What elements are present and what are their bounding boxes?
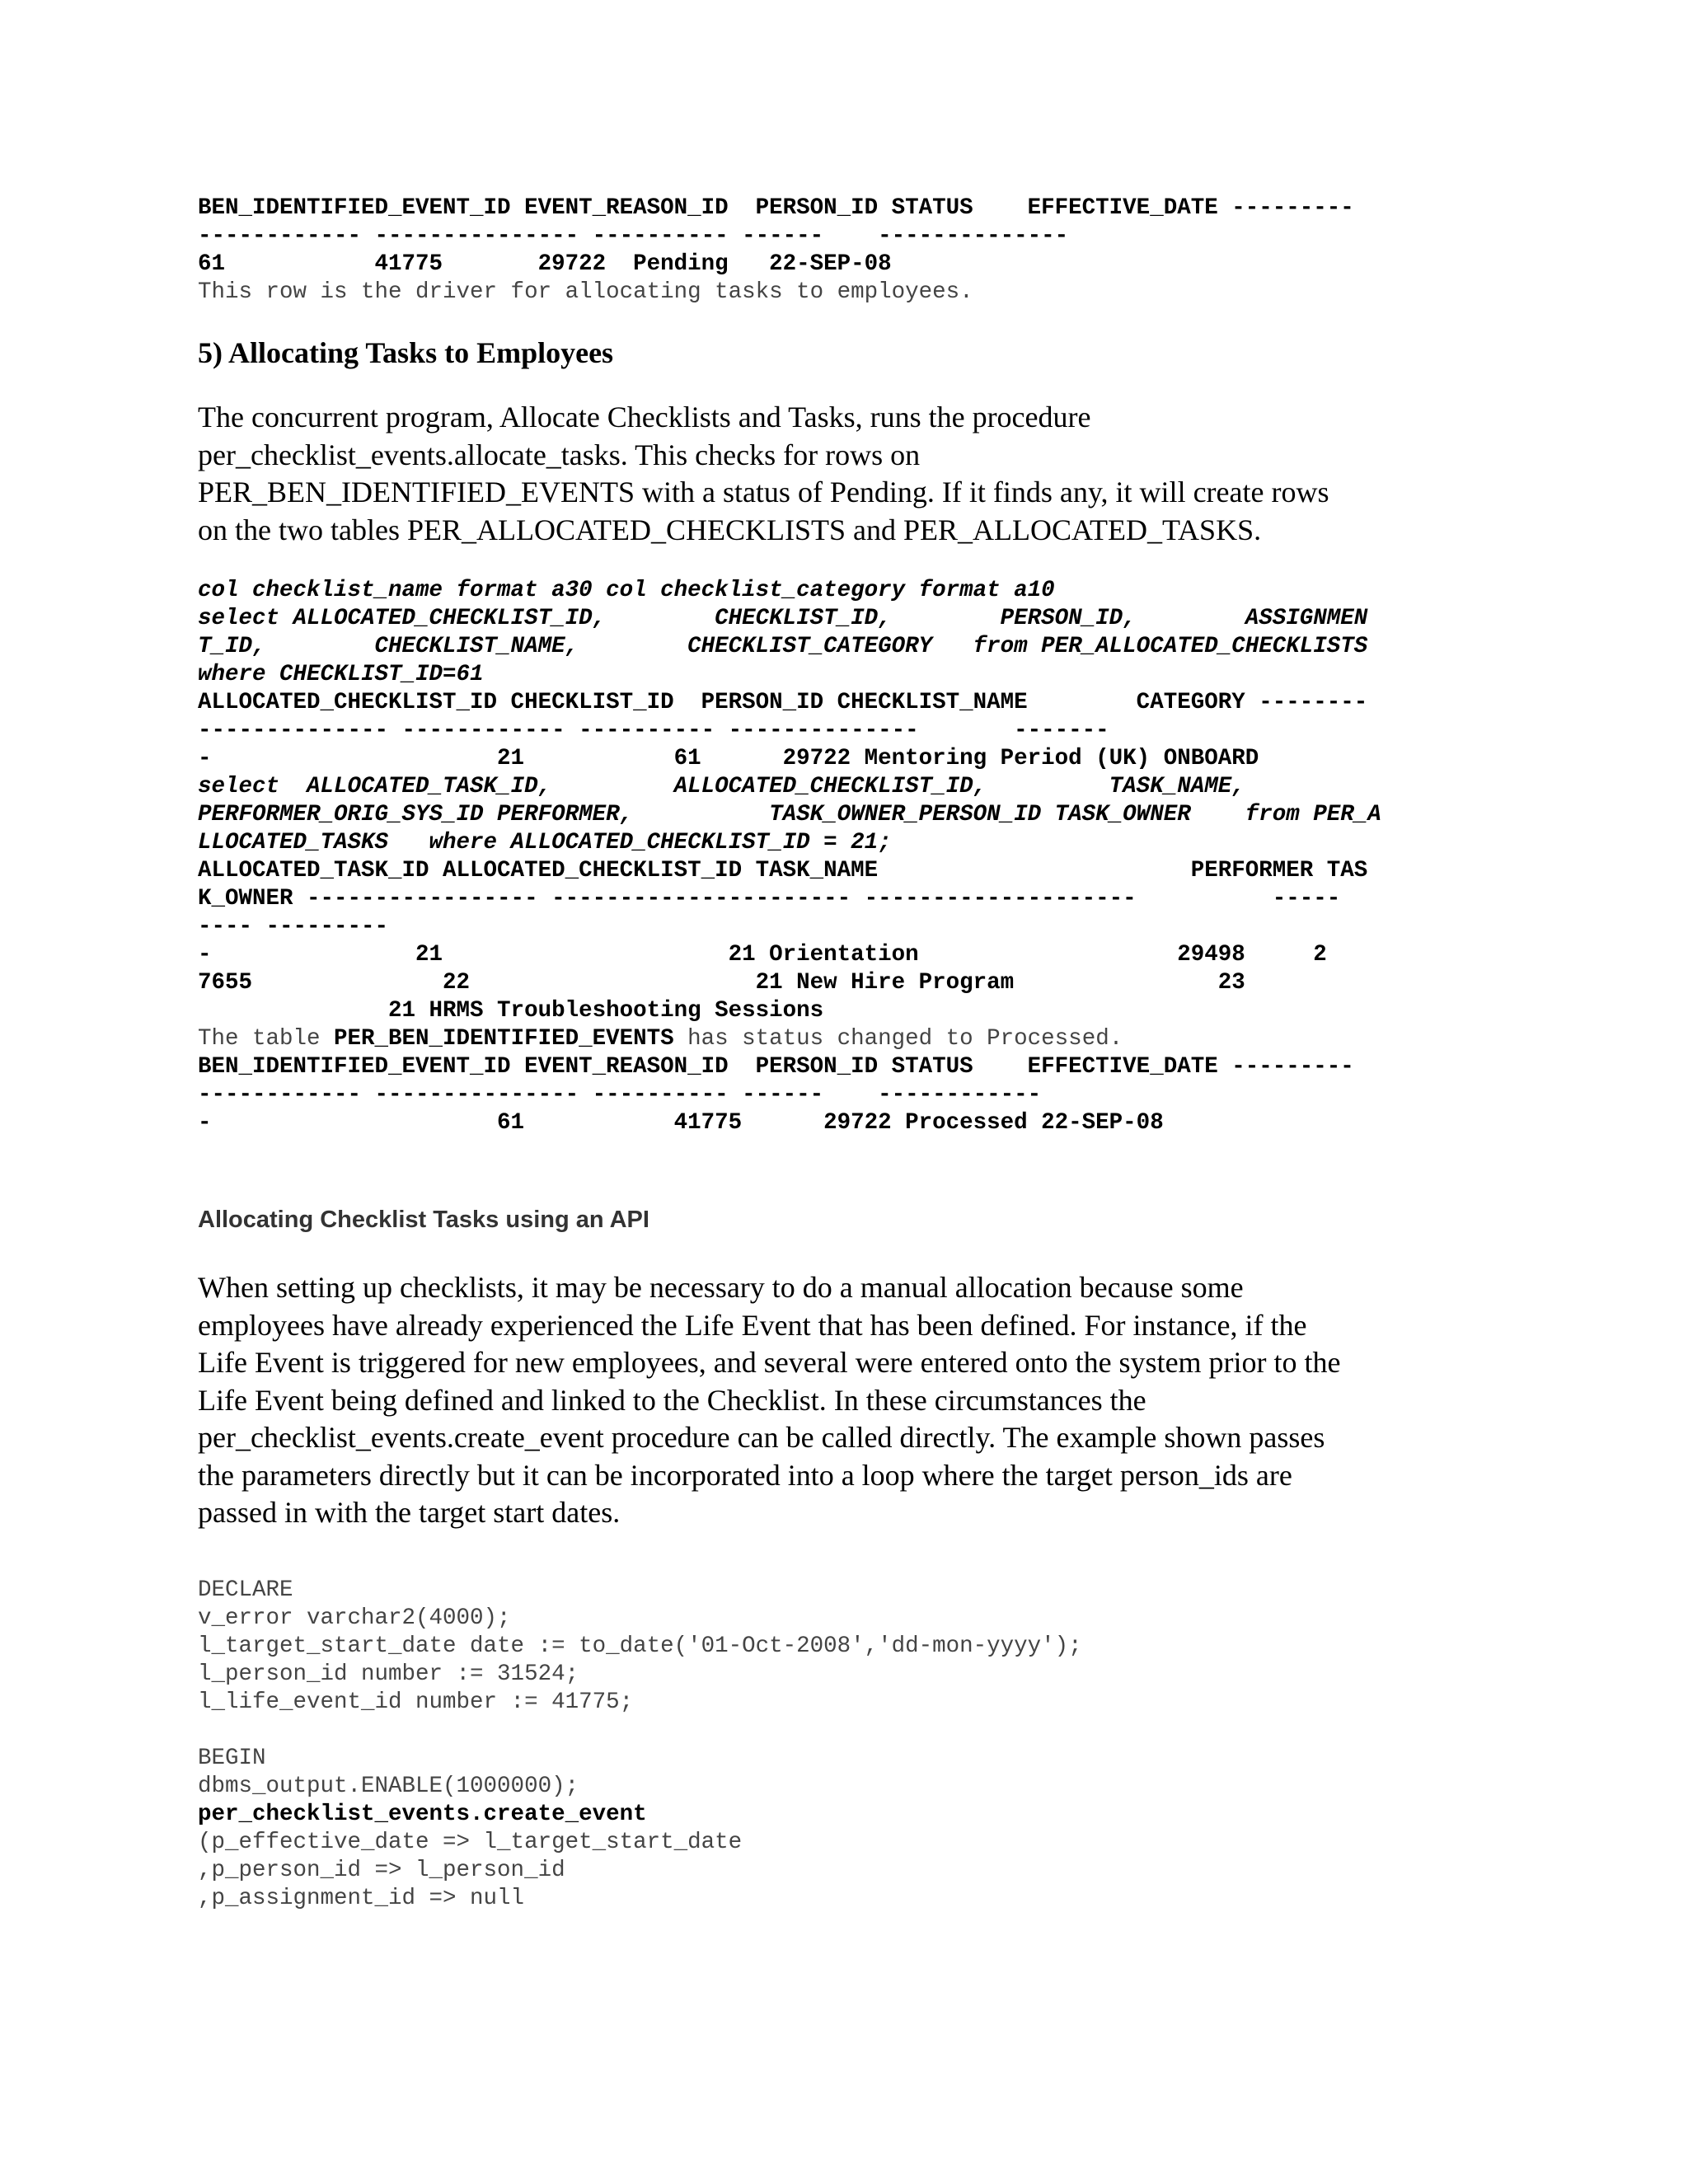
result-header: BEN_IDENTIFIED_EVENT_ID EVENT_REASON_ID PERSON_ID STATUS EFFECTIVE_DATE --------- — [198, 195, 1354, 221]
result-line: - 21 61 29722 Mentoring Period (UK) ONBOARD — [198, 746, 1259, 771]
code-line: ,p_person_id => l_person_id — [198, 1857, 565, 1883]
paragraph-line: per_checklist_events.allocate_tasks. This checks for rows on — [198, 438, 921, 471]
paragraph-line: per_checklist_events.create_event procedure can be called directly. The example shown passes — [198, 1421, 1325, 1454]
section-paragraph — [198, 399, 1500, 549]
paragraph-line: Life Event is triggered for new employees, and several were entered onto the system prior to the — [198, 1346, 1341, 1379]
plsql-code-block — [198, 1577, 1500, 1913]
result-line: BEN_IDENTIFIED_EVENT_ID EVENT_REASON_ID PERSON_ID STATUS EFFECTIVE_DATE --------- — [198, 1054, 1354, 1080]
result-line: ALLOCATED_TASK_ID ALLOCATED_CHECKLIST_ID TASK_NAME PERFORMER TAS — [198, 858, 1368, 883]
query-line: select ALLOCATED_CHECKLIST_ID, CHECKLIST_ID, PERSON_ID, ASSIGNMEN — [198, 606, 1368, 631]
result-line: ------------ --------------- ---------- ------ ------------ — [198, 1082, 1042, 1108]
result-line: ---- --------- — [198, 914, 389, 940]
result-line: K_OWNER ----------------- ---------------------- -------------------- ----- — [198, 886, 1341, 912]
status-note — [198, 1025, 1500, 1053]
api-section-heading: Allocating Checklist Tasks using an API — [198, 1207, 649, 1233]
note-suffix: has status changed to Processed. — [673, 1026, 1123, 1052]
code-line: v_error varchar2(4000); — [198, 1605, 511, 1631]
code-line: BEGIN — [198, 1745, 266, 1771]
code-line: l_life_event_id number := 41775; — [198, 1689, 634, 1715]
result-line: -------------- ------------ ---------- -------------- ------- — [198, 718, 1109, 743]
code-line: ,p_assignment_id => null — [198, 1885, 525, 1911]
paragraph-line: Life Event being defined and linked to the Checklist. In these circumstances the — [198, 1383, 1146, 1417]
query-line: col checklist_name format a30 col checklist_category format a10 — [198, 578, 1055, 603]
query-line: PERFORMER_ORIG_SYS_ID PERFORMER, TASK_OWNER_PERSON_ID TASK_OWNER from PER_A — [198, 802, 1381, 827]
result-line: - 21 21 Orientation 29498 2 — [198, 942, 1327, 968]
ben-events-result-1 — [198, 194, 1500, 307]
sql-block — [198, 577, 1500, 1137]
query-line: select ALLOCATED_TASK_ID, ALLOCATED_CHECKLIST_ID, TASK_NAME, — [198, 774, 1245, 799]
code-procedure-call: per_checklist_events.create_event — [198, 1801, 647, 1827]
note-table-name: PER_BEN_IDENTIFIED_EVENTS — [334, 1026, 674, 1052]
paragraph-line: When setting up checklists, it may be necessary to do a manual allocation because some — [198, 1271, 1244, 1304]
result-row: 61 41775 29722 Pending 22-SEP-08 — [198, 251, 892, 277]
code-line: l_person_id number := 31524; — [198, 1661, 579, 1687]
paragraph-line: the parameters directly but it can be incorporated into a loop where the target person_ids are — [198, 1458, 1292, 1492]
api-paragraph — [198, 1269, 1500, 1532]
query-line: T_ID, CHECKLIST_NAME, CHECKLIST_CATEGORY from PER_ALLOCATED_CHECKLISTS — [198, 634, 1368, 659]
result-line: - 61 41775 29722 Processed 22-SEP-08 — [198, 1110, 1164, 1136]
paragraph-line: passed in with the target start dates. — [198, 1496, 621, 1529]
query-line: where CHECKLIST_ID=61 — [198, 662, 484, 687]
paragraph-line: PER_BEN_IDENTIFIED_EVENTS with a status of Pending. If it finds any, it will create rows — [198, 476, 1329, 509]
document-page — [198, 194, 1500, 1913]
result-dashes: ------------ --------------- ---------- ------ -------------- — [198, 223, 1069, 249]
query-line: LLOCATED_TASKS where ALLOCATED_CHECKLIST_ID = 21; — [198, 830, 892, 855]
section-heading: 5) Allocating Tasks to Employees — [198, 336, 614, 369]
code-line: (p_effective_date => l_target_start_date — [198, 1829, 743, 1855]
code-line: dbms_output.ENABLE(1000000); — [198, 1773, 579, 1799]
paragraph-line: The concurrent program, Allocate Checklists and Tasks, runs the procedure — [198, 401, 1091, 434]
paragraph-line: employees have already experienced the Life Event that has been defined. For instance, if the — [198, 1308, 1307, 1342]
result-note: This row is the driver for allocating tasks to employees. — [198, 279, 973, 305]
code-line: DECLARE — [198, 1577, 293, 1603]
paragraph-line: on the two tables PER_ALLOCATED_CHECKLISTS and PER_ALLOCATED_TASKS. — [198, 513, 1262, 546]
result-line: 21 HRMS Troubleshooting Sessions — [198, 998, 824, 1024]
result-line: ALLOCATED_CHECKLIST_ID CHECKLIST_ID PERSON_ID CHECKLIST_NAME CATEGORY -------- — [198, 690, 1368, 715]
note-prefix: The table — [198, 1026, 335, 1052]
result-line: 7655 22 21 New Hire Program 23 — [198, 970, 1245, 996]
code-line: l_target_start_date date := to_date('01-Oct-2008','dd-mon-yyyy'); — [198, 1633, 1082, 1659]
